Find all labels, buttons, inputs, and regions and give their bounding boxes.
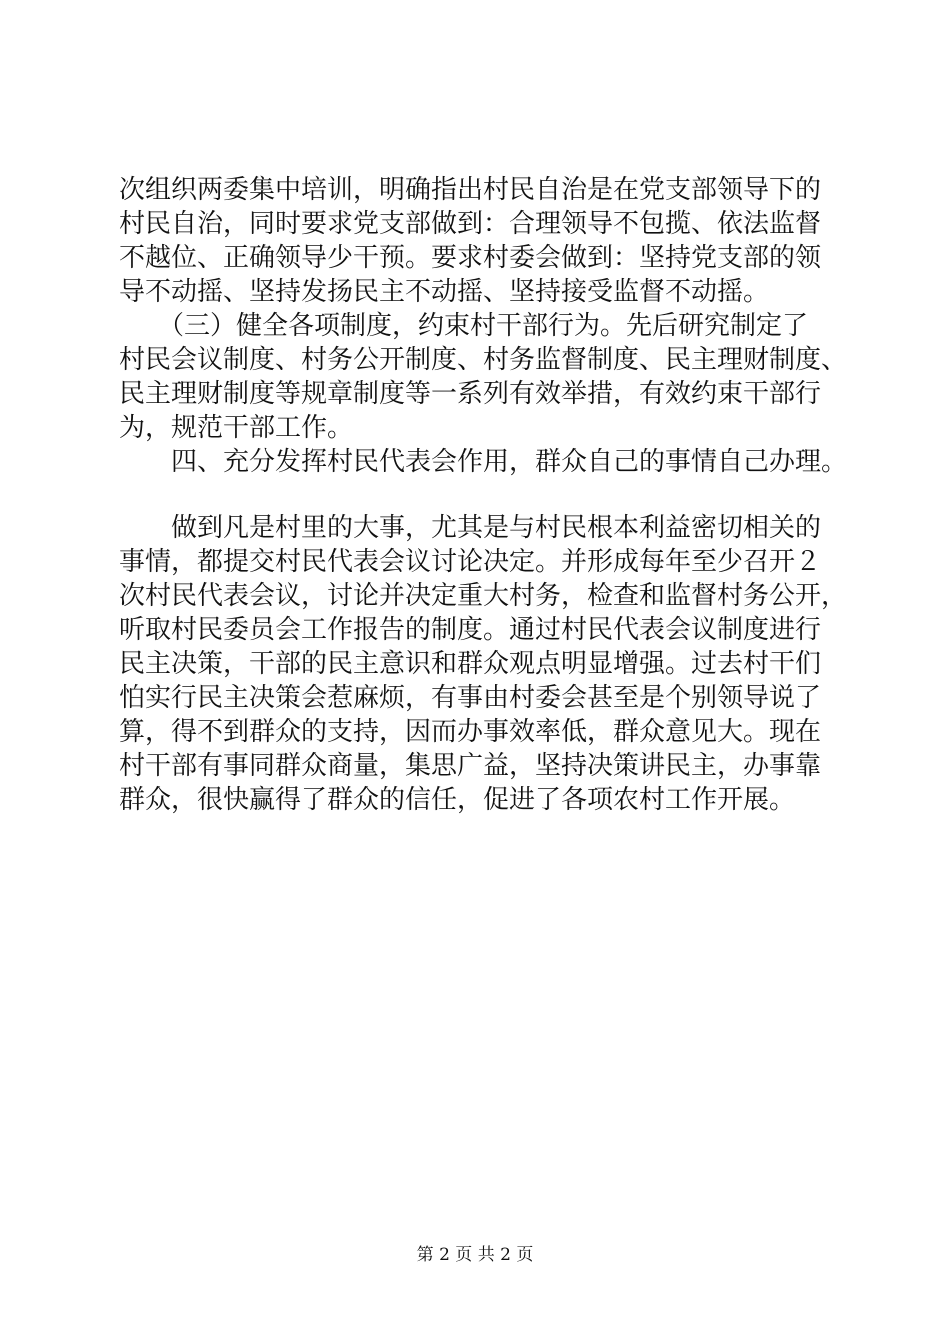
section-heading: 四、充分发挥村民代表会作用，群众自己的事情自己办理。 (119, 447, 848, 477)
text-line: 民主理财制度等规章制度等一系列有效举措，有效约束干部行 (119, 379, 822, 409)
text-line: 村民会议制度、村务公开制度、村务监督制度、民主理财制度、 (119, 345, 848, 375)
text-line: 村干部有事同群众商量，集思广益，坚持决策讲民主，办事靠 (119, 751, 822, 781)
text-line: 次村民代表会议，讨论并决定重大村务，检查和监督村务公开， (119, 581, 848, 611)
text-line: 村民自治，同时要求党支部做到：合理领导不包揽、依法监督 (119, 209, 822, 239)
text-line: 算，得不到群众的支持，因而办事效率低，群众意见大。现在 (119, 717, 822, 747)
text-line: 为，规范干部工作。 (119, 413, 354, 443)
page-number-footer: 第 2 页 共 2 页 (416, 1245, 534, 1265)
text-line: （三）健全各项制度，约束村干部行为。先后研究制定了 (119, 311, 809, 341)
text-line: 民主决策，干部的民主意识和群众观点明显增强。过去村干们 (119, 649, 822, 679)
text-line: 怕实行民主决策会惹麻烦，有事由村委会甚至是个别领导说了 (119, 683, 822, 713)
text-line: 次组织两委集中培训，明确指出村民自治是在党支部领导下的 (119, 175, 822, 205)
text-line: 群众，很快赢得了群众的信任，促进了各项农村工作开展。 (119, 785, 796, 815)
text-line: 做到凡是村里的大事，尤其是与村民根本利益密切相关的 (119, 513, 822, 543)
text-line: 听取村民委员会工作报告的制度。通过村民代表会议制度进行 (119, 615, 822, 645)
text-line: 事情，都提交村民代表会议讨论决定。并形成每年至少召开２ (119, 547, 822, 577)
text-line: 导不动摇、坚持发扬民主不动摇、坚持接受监督不动摇。 (119, 277, 770, 307)
text-line: 不越位、正确领导少干预。要求村委会做到：坚持党支部的领 (119, 243, 822, 273)
